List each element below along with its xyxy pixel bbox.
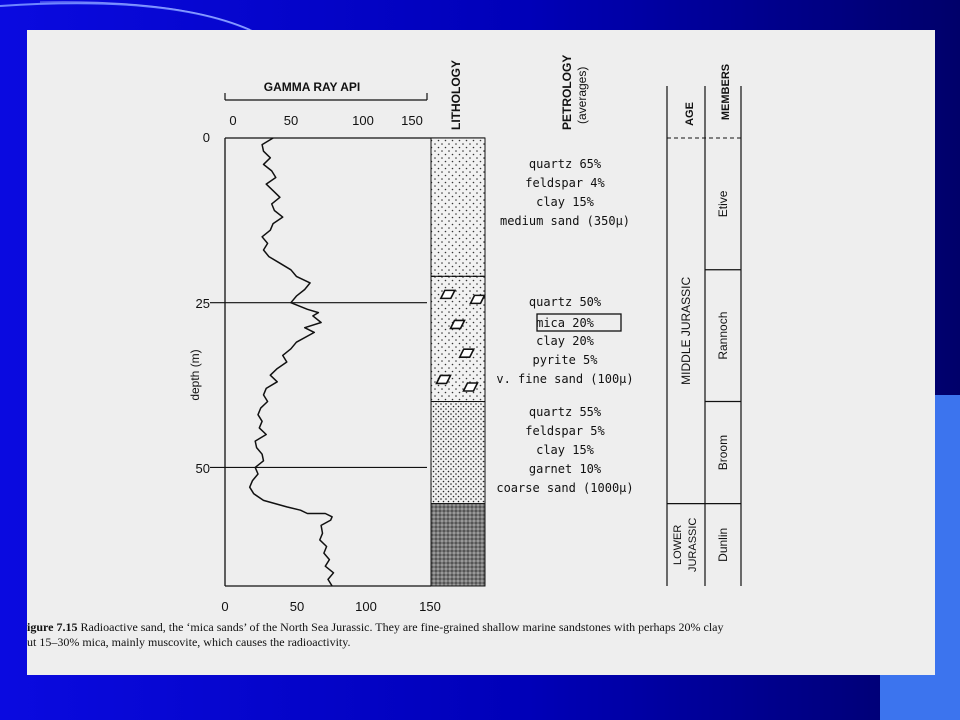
figure-scan (27, 30, 935, 675)
member-label: Broom (716, 434, 730, 471)
age-label: JURASSIC (687, 517, 699, 573)
petrology-group-2 (496, 295, 633, 386)
petrology-header: PETROLOGY (560, 54, 574, 130)
lithology-unit (431, 402, 485, 504)
member-label: Dunlin (716, 527, 730, 562)
bottom-tick-label: 100 (355, 599, 377, 614)
petrology-group-3 (496, 405, 633, 495)
petrology-line: clay 20% (536, 334, 594, 348)
petrology-line: pyrite 5% (532, 353, 598, 367)
petrology-line: quartz 55% (528, 405, 602, 419)
petrology-line: feldspar 4% (525, 176, 605, 190)
petrology-line: clay 15% (536, 443, 594, 457)
member-label: Etive (716, 190, 730, 218)
top-tick-label: 150 (401, 113, 423, 128)
top-tick-label: 50 (283, 113, 299, 128)
petrology-subheader: (averages) (575, 66, 589, 124)
caption-line-2: ut 15–30% mica, mainly muscovite, which causes the radioactivity. (27, 635, 351, 649)
well-log-chart (27, 30, 935, 675)
lithology-unit (431, 138, 485, 276)
top-tick-label: 0 (229, 113, 237, 128)
bottom-tick-label: 50 (289, 599, 305, 614)
depth-tick-label: 0 (202, 130, 210, 145)
bottom-tick-label: 0 (221, 599, 229, 614)
gamma-header: GAMMA RAY API (263, 80, 361, 94)
petrology-line: garnet 10% (528, 462, 602, 476)
depth-axis-label: depth (m) (188, 349, 202, 401)
bottom-tick-label: 150 (419, 599, 441, 614)
petrology-line: quartz 65% (528, 157, 602, 171)
petrology-line: feldspar 5% (525, 424, 605, 438)
lithology-column (431, 138, 485, 586)
depth-tick-label: 25 (195, 296, 210, 311)
gamma-ray-curve (250, 138, 334, 586)
caption-line-1: Radioactive sand, the ‘mica sands’ of the North Sea Jurassic. They are fine-grained shallow marine sandstones with perhaps 20% clay (77, 620, 724, 634)
age-label: LOWER (672, 524, 684, 565)
petrology-line: coarse sand (1000μ) (496, 481, 634, 495)
petrology-line: quartz 50% (528, 295, 602, 309)
lithology-header: LITHOLOGY (449, 60, 463, 130)
age-header: AGE (684, 102, 696, 126)
figure-caption (27, 620, 927, 650)
petrology-line: medium sand (350μ) (499, 214, 631, 228)
depth-reference-lines (210, 303, 427, 468)
member-label: Rannoch (716, 311, 730, 360)
petrology-line: mica 20% (536, 316, 594, 330)
figure-label: igure 7.15 (27, 620, 78, 634)
members-header: MEMBERS (720, 63, 732, 121)
petrology-group-1 (500, 157, 630, 228)
petrology-line: v. fine sand (100μ) (496, 372, 634, 386)
stratigraphy-columns (667, 86, 741, 586)
depth-tick-label: 50 (195, 461, 210, 476)
age-label: MIDDLE JURASSIC (679, 276, 693, 385)
petrology-line: clay 15% (536, 195, 594, 209)
lithology-unit (431, 504, 485, 586)
top-tick-label: 100 (352, 113, 374, 128)
